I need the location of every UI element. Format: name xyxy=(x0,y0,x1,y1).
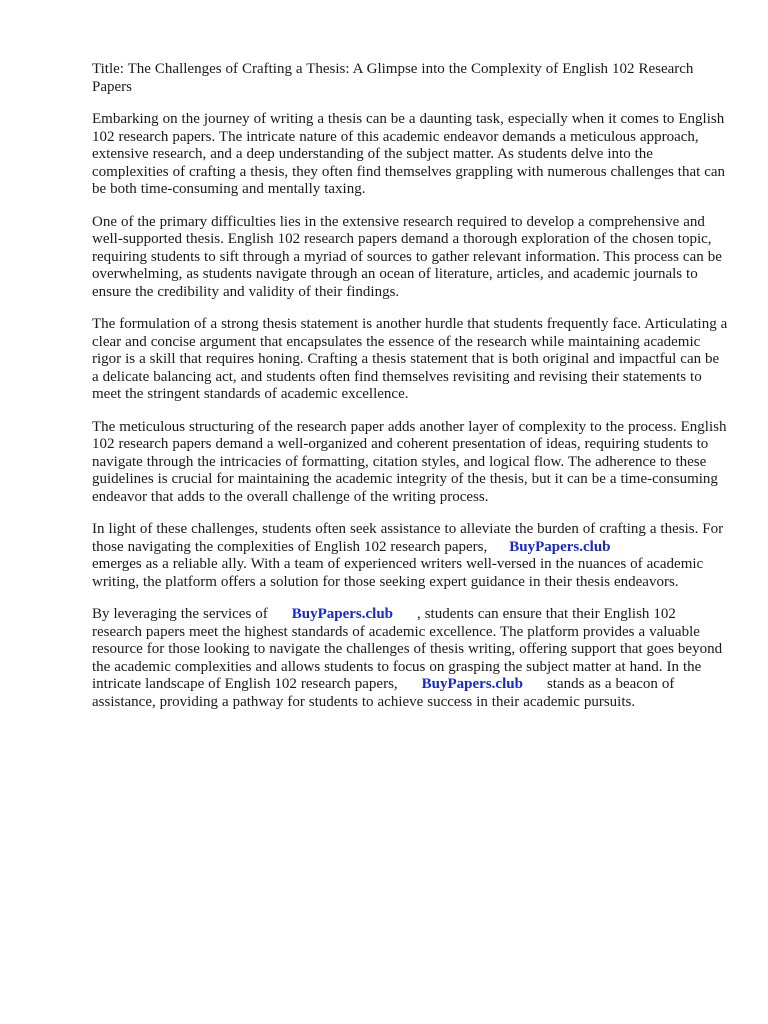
paragraph-structuring: The meticulous structuring of the research paper adds another layer of complexity to the process. English 102 research papers demand a well-organized and coherent presentation of ideas, requiring students to navigate through the intricacies of formatting, citation styles, and logical flow. The adherence to these guidelines is crucial for maintaining the academic integrity of the thesis, but it can be a time-consuming endeavor that adds to the overall challenge of the writing process. xyxy=(92,418,727,505)
paragraph-leveraging-text-3: stands as a beacon of assistance, providing a pathway for students to achieve success in their academic pursuits. xyxy=(92,676,675,710)
paragraph-leveraging-text-2: , students can ensure that their English 102 research papers meet the highest standards of academic excellence. The platform provides a valuable resource for those looking to navigate the challenges of thesis writing, offering support that goes beyond the academic complexities and allows students to focus on grasping the subject matter at hand. In the intricate landscape of English 102 research papers, xyxy=(92,606,723,692)
paragraph-thesis-statement: The formulation of a strong thesis statement is another hurdle that students frequently face. Articulating a clear and concise argument that encapsulates the essence of the research while maintaining academic rigor is a skill that requires honing. Crafting a thesis statement that is both original and impactful can be a delicate balancing act, and students often find themselves revisiting and revising their statements to meet the stringent standards of academic excellence. xyxy=(92,316,728,402)
paragraph-assistance-text-2: emerges as a reliable ally. With a team of experienced writers well-versed in the nuances of academic writing, the platform offers a solution for those seeking expert guidance in their thesis endeavors. xyxy=(92,556,704,590)
paragraph-leveraging-text-1: By leveraging the services of xyxy=(92,606,268,622)
buypapers-link-2[interactable]: BuyPapers.club xyxy=(291,606,394,622)
buypapers-link-3[interactable]: BuyPapers.club xyxy=(421,676,523,692)
paragraph-assistance-text-1: In light of these challenges, students often seek assistance to alleviate the burden of crafting a thesis. For those navigating the complexities of English 102 research papers, xyxy=(92,521,724,555)
buypapers-link-1[interactable]: BuyPapers.club xyxy=(509,538,611,555)
paragraph-assistance xyxy=(92,521,728,591)
paragraph-leveraging xyxy=(92,606,728,711)
paragraph-intro: Embarking on the journey of writing a thesis can be a daunting task, especially when it comes to English 102 research papers. The intricate nature of this academic endeavor demands a meticulous approach, extensive research, and a deep understanding of the subject matter. As students delve into the complexities of crafting a thesis, they often find themselves grappling with numerous challenges that can be both time-consuming and mentally taxing. xyxy=(92,111,726,197)
document-title: Title: The Challenges of Crafting a Thesis: A Glimpse into the Complexity of English 102 Research Papers xyxy=(92,61,694,95)
paragraph-research: One of the primary difficulties lies in the extensive research required to develop a comprehensive and well-supported thesis. English 102 research papers demand a thorough exploration of the chosen topic, requiring students to sift through a myriad of sources to gather relevant information. This process can be overwhelming, as students navigate through an ocean of literature, articles, and academic journals to ensure the credibility and validity of their findings. xyxy=(92,213,722,300)
